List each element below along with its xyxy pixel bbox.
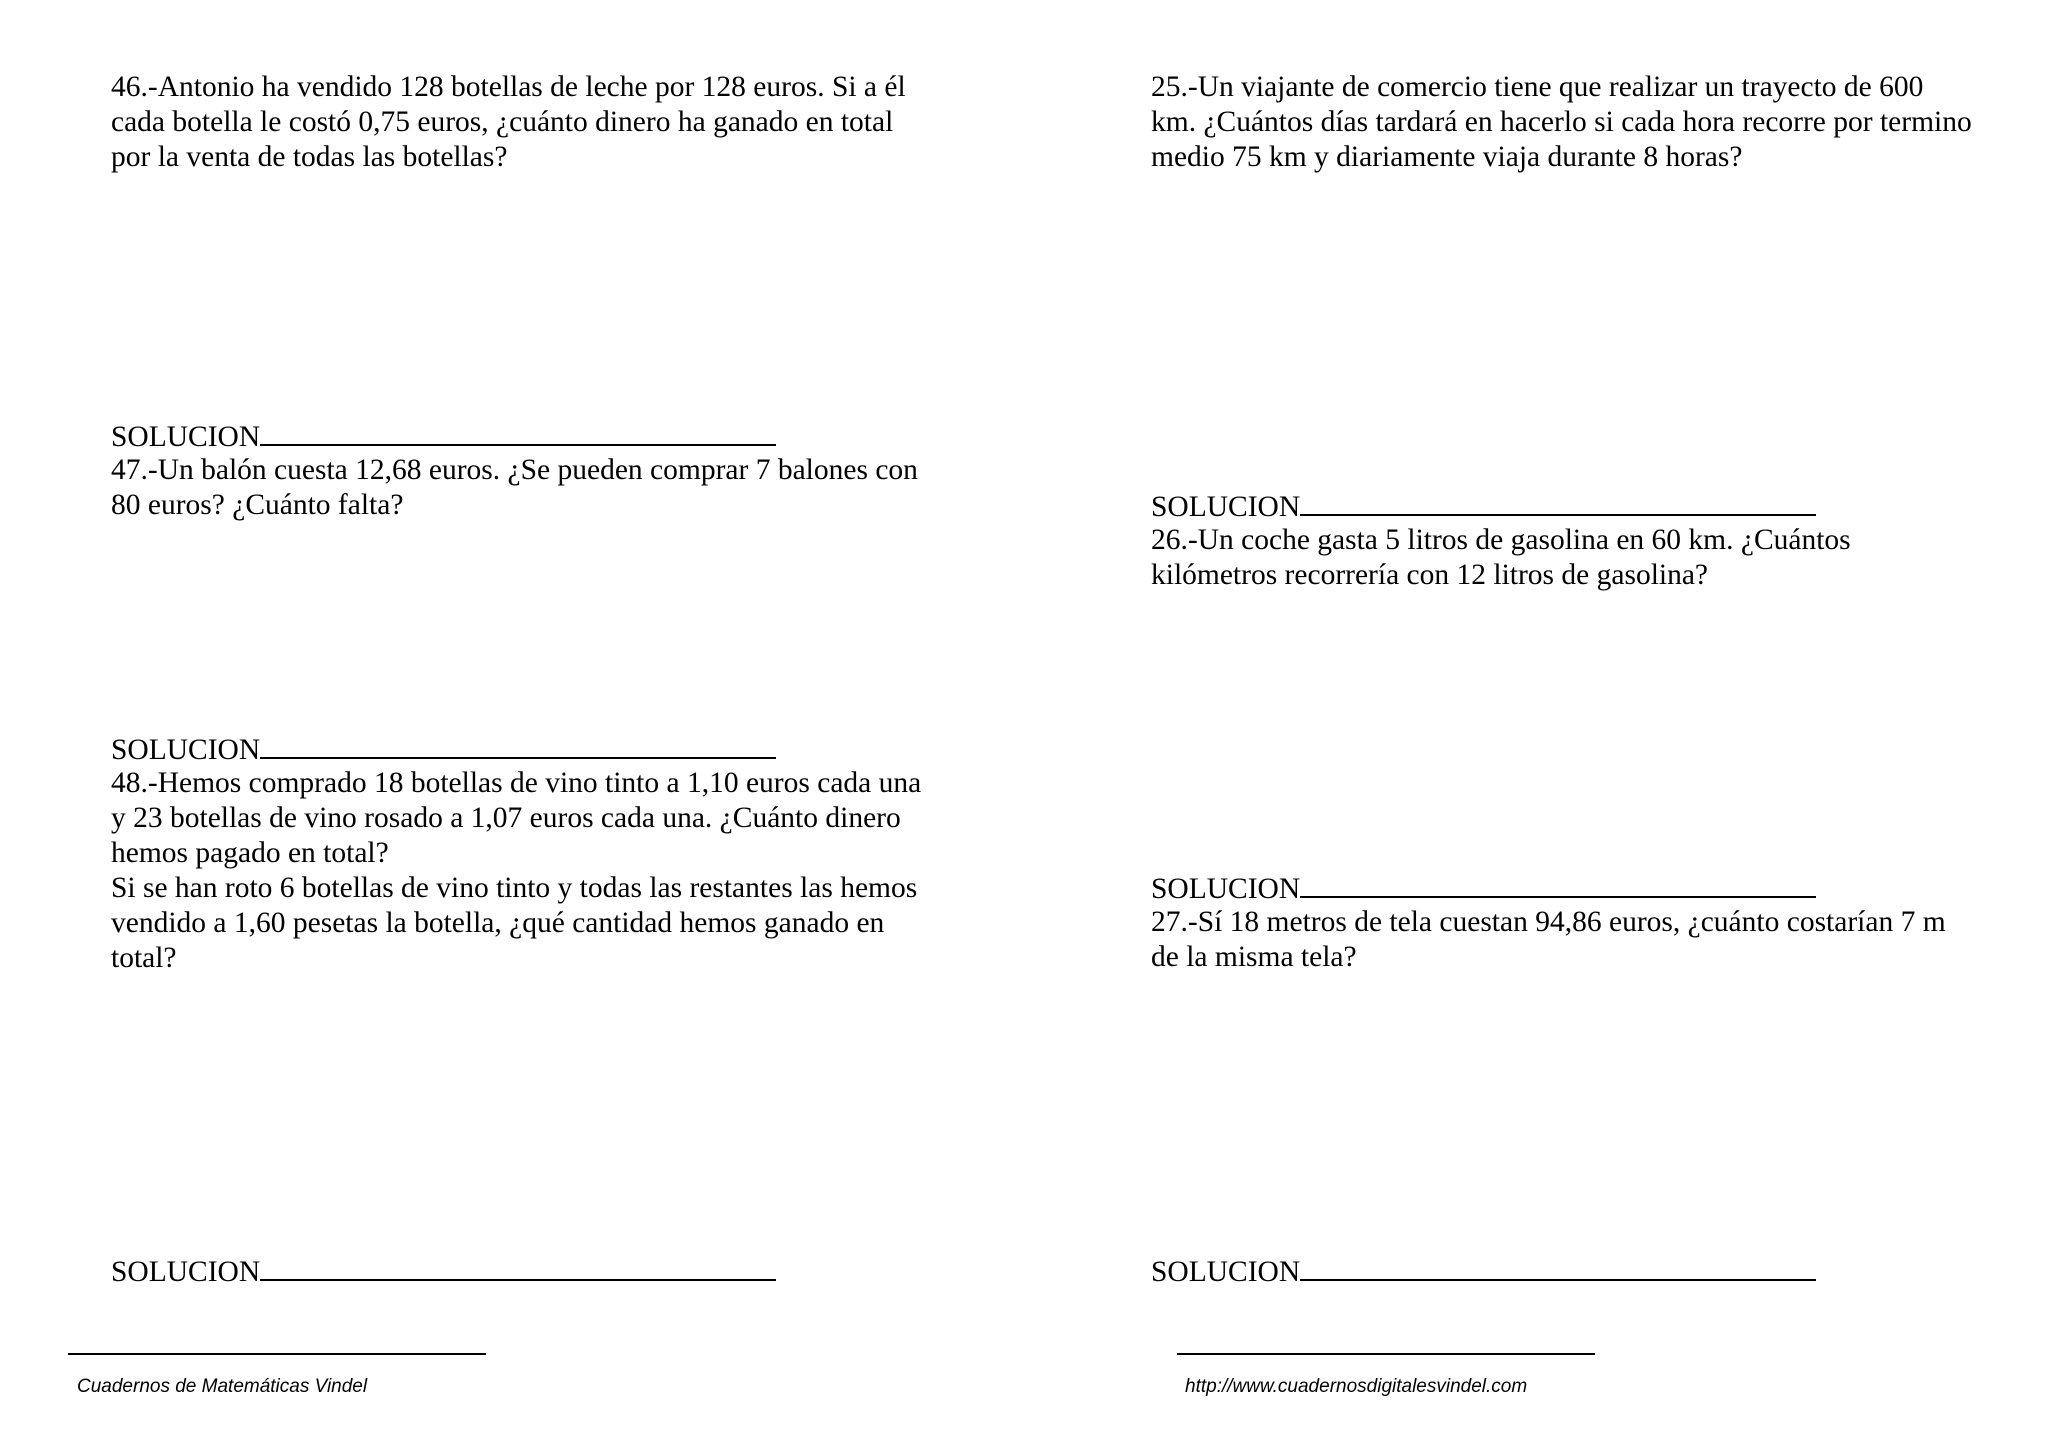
problem-25-line: km. ¿Cuántos días tardará en hacerlo si cada hora recorre por termino xyxy=(1151,106,1972,138)
problem-48-line: 48.-Hemos comprado 18 botellas de vino tinto a 1,10 euros cada una xyxy=(111,767,922,799)
problem-46 xyxy=(111,70,906,175)
footer-website: http://www.cuadernosdigitalesvindel.com xyxy=(1185,1376,1528,1397)
solution-line-47 xyxy=(111,731,776,768)
footer-publisher: Cuadernos de Matemáticas Vindel xyxy=(77,1376,368,1397)
solution-line-25 xyxy=(1151,488,1816,525)
answer-blank[interactable] xyxy=(1300,488,1816,516)
footer-divider-right xyxy=(1177,1353,1595,1355)
problem-46-line: por la venta de todas las botellas? xyxy=(111,141,508,173)
problem-26-line: kilómetros recorrería con 12 litros de gasolina? xyxy=(1151,559,1709,591)
answer-blank[interactable] xyxy=(1300,1253,1816,1281)
solution-line-48 xyxy=(111,1253,776,1290)
solution-line-26 xyxy=(1151,870,1816,907)
problem-48-line: total? xyxy=(111,942,177,974)
footer-divider-left xyxy=(68,1353,486,1355)
problem-46-line: 46.-Antonio ha vendido 128 botellas de leche por 128 euros. Si a él xyxy=(111,71,906,103)
answer-blank[interactable] xyxy=(260,418,776,446)
problem-47 xyxy=(111,453,918,523)
problem-48-line: Si se han roto 6 botellas de vino tinto y todas las restantes las hemos xyxy=(111,872,918,904)
answer-blank[interactable] xyxy=(1300,870,1816,898)
solution-line-46 xyxy=(111,418,776,455)
problem-26-line: 26.-Un coche gasta 5 litros de gasolina en 60 km. ¿Cuántos xyxy=(1151,524,1851,556)
solution-line-27 xyxy=(1151,1253,1816,1290)
solution-label: SOLUCION xyxy=(1151,491,1301,523)
problem-48 xyxy=(111,766,921,976)
problem-48-line: vendido a 1,60 pesetas la botella, ¿qué cantidad hemos ganado en xyxy=(111,907,885,939)
problem-25-line: medio 75 km y diariamente viaja durante 8 horas? xyxy=(1151,141,1743,173)
solution-label: SOLUCION xyxy=(111,1256,261,1288)
problem-25 xyxy=(1151,70,1972,175)
problem-47-line: 80 euros? ¿Cuánto falta? xyxy=(111,489,404,521)
solution-label: SOLUCION xyxy=(1151,873,1301,905)
problem-27-line: 27.-Sí 18 metros de tela cuestan 94,86 euros, ¿cuánto costarían 7 m xyxy=(1151,906,1946,938)
problem-48-line: y 23 botellas de vino rosado a 1,07 euros cada una. ¿Cuánto dinero xyxy=(111,802,901,834)
answer-blank[interactable] xyxy=(260,1253,776,1281)
problem-26 xyxy=(1151,523,1851,593)
problem-46-line: cada botella le costó 0,75 euros, ¿cuánto dinero ha ganado en total xyxy=(111,106,894,138)
solution-label: SOLUCION xyxy=(1151,1256,1301,1288)
problem-25-line: 25.-Un viajante de comercio tiene que realizar un trayecto de 600 xyxy=(1151,71,1924,103)
problem-48-line: hemos pagado en total? xyxy=(111,837,389,869)
problem-27-line: de la misma tela? xyxy=(1151,941,1357,973)
solution-label: SOLUCION xyxy=(111,421,261,453)
solution-label: SOLUCION xyxy=(111,734,261,766)
answer-blank[interactable] xyxy=(260,731,776,759)
problem-47-line: 47.-Un balón cuesta 12,68 euros. ¿Se pueden comprar 7 balones con xyxy=(111,454,918,486)
problem-27 xyxy=(1151,905,1946,975)
